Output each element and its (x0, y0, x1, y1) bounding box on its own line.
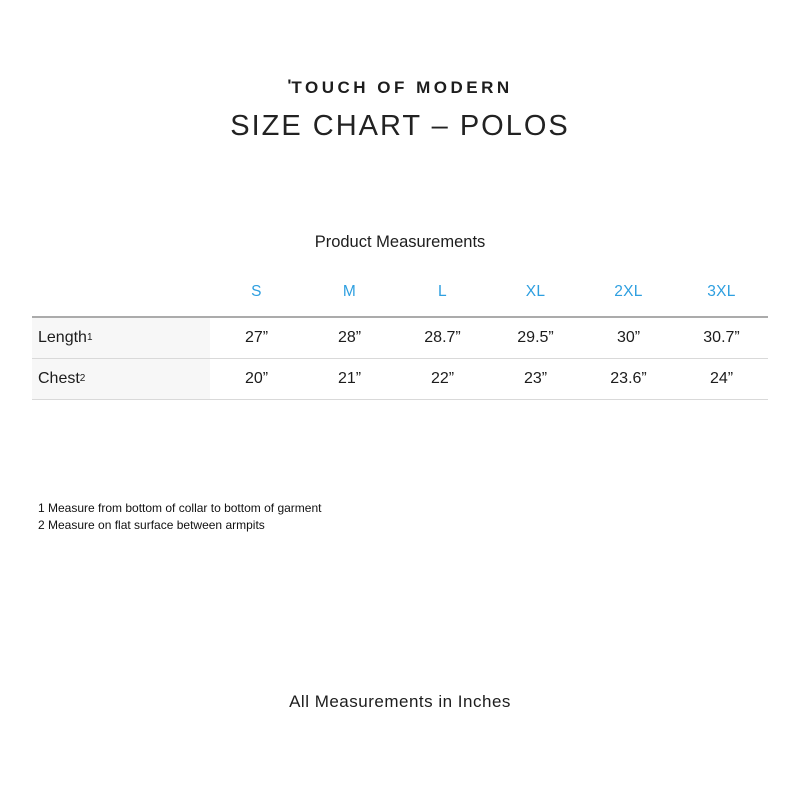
footnote-length: 1 Measure from bottom of collar to bottom of garment (38, 501, 322, 515)
chest-value-m: 21” (337, 370, 362, 387)
units-note: All Measurements in Inches (289, 692, 511, 711)
size-header-xl: XL (525, 283, 546, 300)
length-value-2xl: 30” (616, 329, 641, 346)
size-header-s: S (251, 283, 262, 300)
footnotes-block (38, 500, 321, 534)
table-row-length (32, 318, 768, 359)
size-header-2xl: 2XL (614, 283, 643, 300)
size-header-row (32, 268, 768, 318)
size-header-m: M (342, 283, 357, 300)
logo-tick-mark: ' (287, 76, 292, 95)
chest-value-s: 20” (244, 370, 269, 387)
brand-logo-text: TOUCH OF MODERN (291, 78, 513, 97)
chest-value-3xl: 24” (709, 370, 734, 387)
length-value-3xl: 30.7” (703, 329, 740, 346)
row-label-length: Length 1 (32, 318, 210, 358)
length-value-s: 27” (244, 329, 269, 346)
size-header-3xl: 3XL (707, 283, 736, 300)
chest-value-l: 22” (430, 370, 455, 387)
size-header-l: L (438, 283, 447, 300)
row-label-length-text: Length (38, 329, 87, 346)
row-label-chest-text: Chest (38, 370, 80, 387)
size-chart-table (32, 268, 768, 400)
page-title: SIZE CHART – POLOS (230, 110, 570, 142)
length-value-m: 28” (337, 329, 362, 346)
brand-logo (0, 78, 800, 98)
table-subtitle: Product Measurements (314, 233, 486, 251)
row-label-chest: Chest 2 (32, 359, 210, 399)
chest-value-xl: 23” (523, 370, 548, 387)
chest-value-2xl: 23.6” (610, 370, 647, 387)
length-value-l: 28.7” (424, 329, 461, 346)
length-value-xl: 29.5” (517, 329, 554, 346)
footnote-chest: 2 Measure on flat surface between armpits (38, 518, 265, 532)
table-row-chest (32, 359, 768, 400)
